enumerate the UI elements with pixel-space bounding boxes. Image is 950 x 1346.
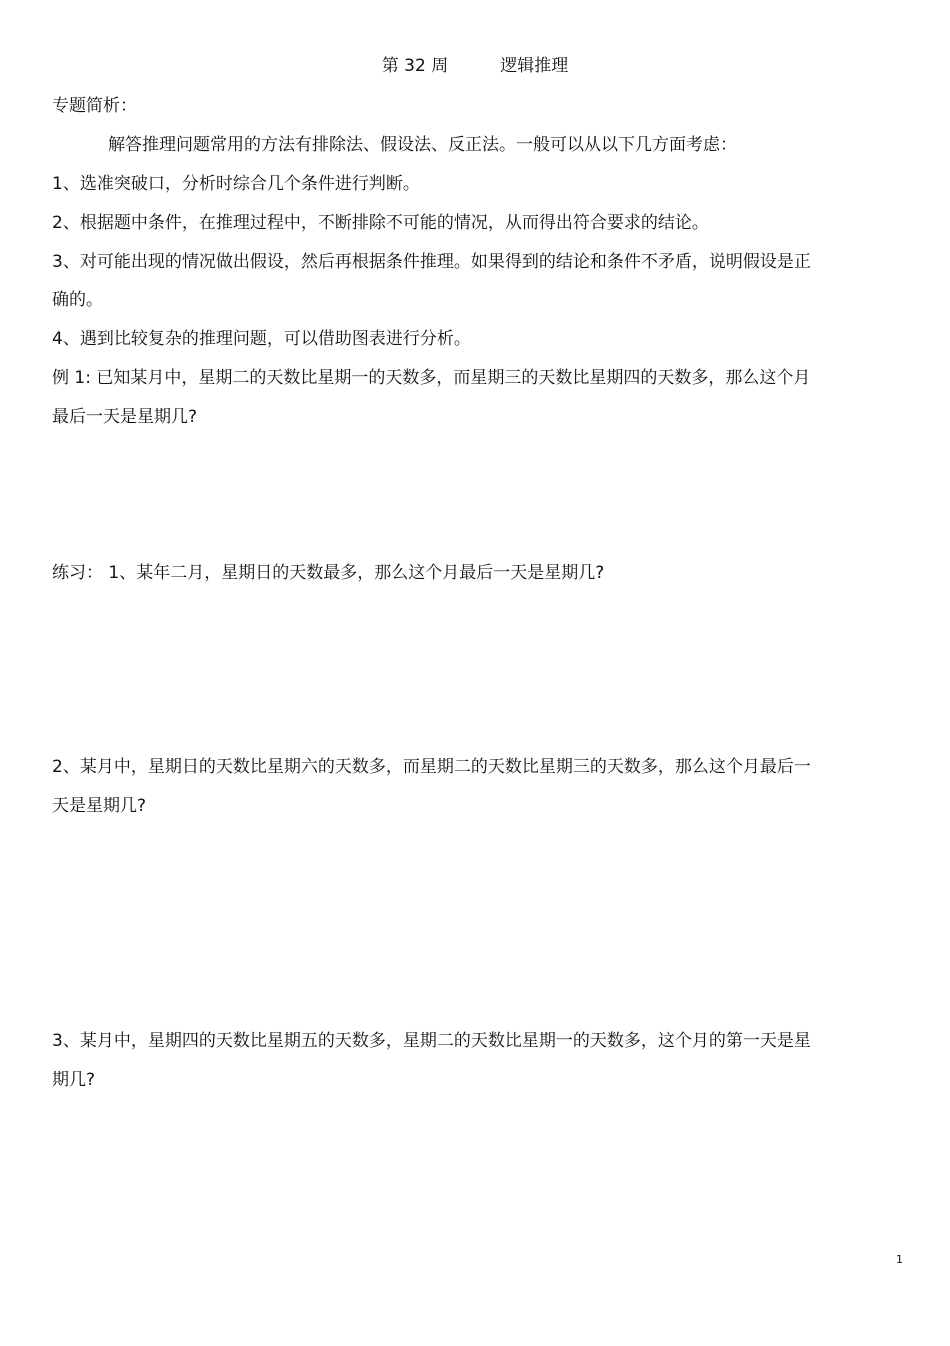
exercise-2-line-2: 天是星期几? — [52, 796, 147, 816]
exercise-3-line-1: 3、某月中，星期四的天数比星期五的天数多，星期二的天数比星期一的天数多，这个月的第一天是星 — [52, 1031, 811, 1051]
example-1-line-1: 例 1: 已知某月中，星期二的天数比星期一的天数多，而星期三的天数比星期四的天数多，那么这个月 — [52, 368, 811, 388]
analysis-point-3-cont: 确的。 — [52, 290, 103, 310]
page-title — [0, 54, 950, 78]
exercise-3-line-2: 期几? — [52, 1070, 96, 1090]
analysis-intro: 解答推理问题常用的方法有排除法、假设法、反正法。一般可以从以下几方面考虑： — [108, 135, 737, 155]
page-number: 1 — [896, 1253, 903, 1266]
exercise-2-line-1: 2、某月中，星期日的天数比星期六的天数多，而星期二的天数比星期三的天数多，那么这个月最后一 — [52, 757, 811, 777]
exercise-1: 练习： 1、某年二月，星期日的天数最多，那么这个月最后一天是星期几? — [52, 563, 605, 583]
example-1-line-2: 最后一天是星期几? — [52, 407, 198, 427]
analysis-point-1: 1、选准突破口，分析时综合几个条件进行判断。 — [52, 174, 420, 194]
analysis-heading: 专题简析： — [52, 96, 137, 116]
analysis-point-4: 4、遇到比较复杂的推理问题，可以借助图表进行分析。 — [52, 329, 471, 349]
analysis-point-3: 3、对可能出现的情况做出假设，然后再根据条件推理。如果得到的结论和条件不矛盾，说明假设是正 — [52, 252, 811, 272]
analysis-point-2: 2、根据题中条件，在推理过程中，不断排除不可能的情况，从而得出符合要求的结论。 — [52, 213, 709, 233]
title-week: 第 32 周 — [381, 56, 449, 76]
title-topic: 逻辑推理 — [500, 56, 569, 76]
